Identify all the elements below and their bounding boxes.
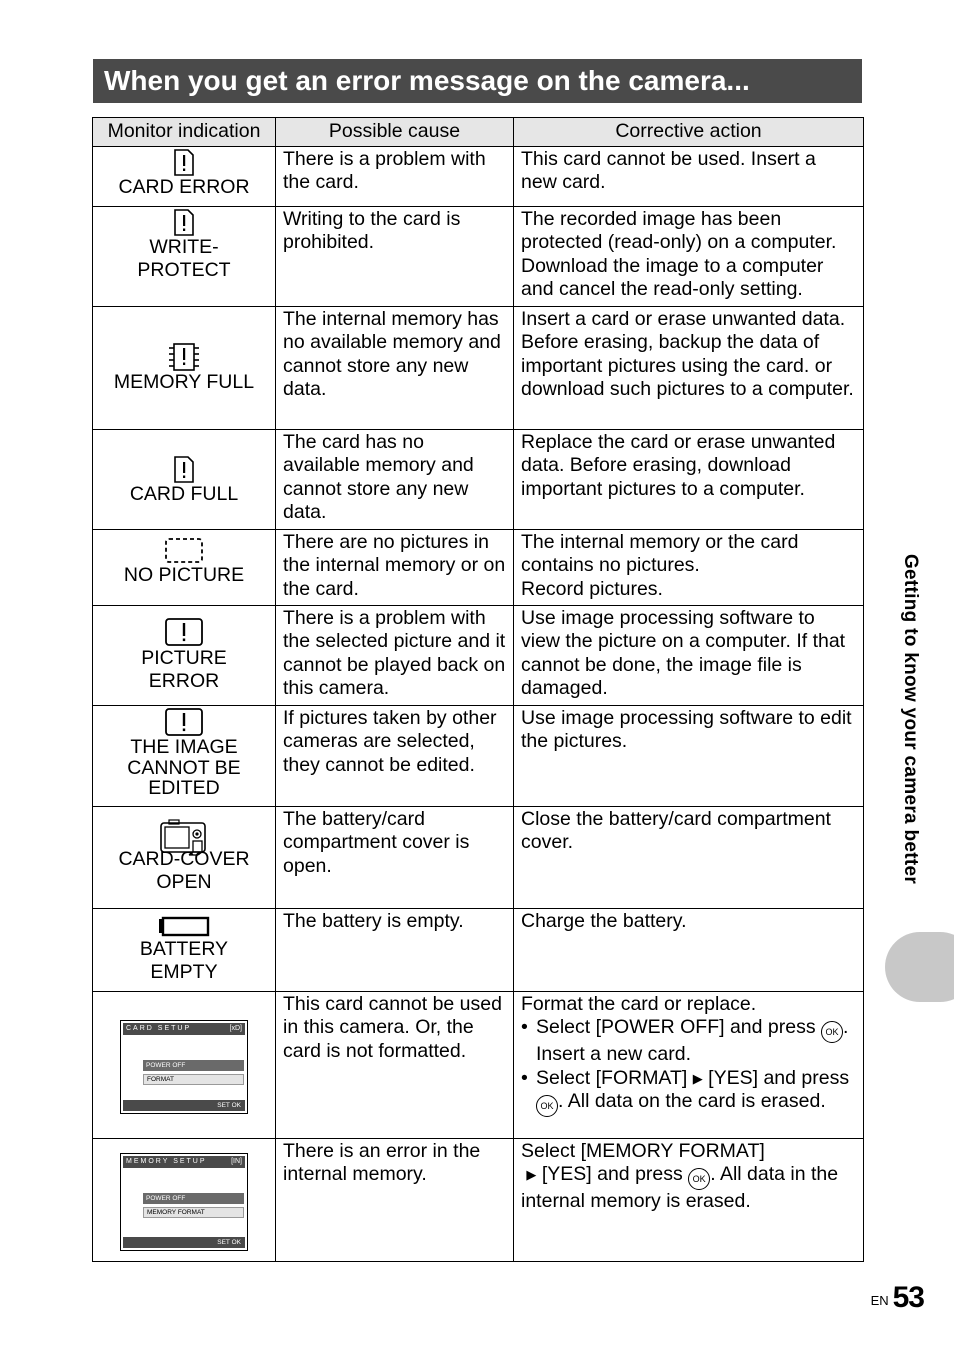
possible-cause: There is an error in the internal memory.: [276, 1139, 514, 1262]
possible-cause: The card has no available memory and cannot store any new data.: [276, 430, 514, 530]
action-bullet: [521, 1067, 856, 1117]
action-text-part: Select [MEMORY FORMAT]: [521, 1140, 765, 1162]
card-exclaim-icon: [173, 456, 195, 483]
media-tag-text: xD: [231, 1024, 241, 1032]
card-exclaim-icon: [173, 209, 195, 236]
possible-cause: If pictures taken by other cameras are selected, they cannot be edited.: [276, 706, 514, 807]
menu-option-selected: POWER OFF: [143, 1060, 244, 1071]
screen-title: MEMORY SETUP: [126, 1157, 207, 1165]
possible-cause: There is a problem with the card.: [276, 147, 514, 207]
monitor-indication: [93, 207, 276, 307]
monitor-label: PICTURE: [141, 647, 227, 669]
corrective-action: [514, 992, 864, 1139]
table-row: [93, 430, 864, 530]
possible-cause: There are no pictures in the internal memory or on the card.: [276, 530, 514, 606]
monitor-label: CARD ERROR: [118, 176, 250, 198]
section-side-label-text: Getting to know your camera better: [900, 553, 921, 885]
table-row: [93, 706, 864, 807]
bullet-text: [536, 1067, 856, 1117]
column-header: Possible cause: [276, 118, 514, 147]
table-row: [93, 207, 864, 307]
possible-cause: Writing to the card is prohibited.: [276, 207, 514, 307]
ok-button-icon: OK: [821, 1021, 843, 1043]
table-row: [93, 606, 864, 706]
media-tag: [IN]: [231, 1157, 242, 1165]
menu-option-selected: POWER OFF: [143, 1193, 244, 1204]
picture-exclaim-icon: [164, 707, 204, 737]
page-number: 53: [892, 1281, 924, 1314]
monitor-label: EDITED: [148, 777, 220, 799]
right-arrow-icon: ▶: [526, 1167, 537, 1183]
language-code: EN: [870, 1293, 889, 1308]
action-bullet: [521, 1016, 856, 1066]
possible-cause: This card cannot be used in this camera. Or, the card is not formatted.: [276, 992, 514, 1139]
right-arrow-icon: ▶: [692, 1070, 703, 1086]
monitor-label: WRITE-PROTECT: [137, 236, 231, 281]
memory-setup-screen: [120, 1153, 248, 1251]
action-text-part: . All data in the internal memory is erased.: [521, 1163, 839, 1213]
corrective-action: Charge the battery.: [514, 909, 864, 992]
corrective-action: Use image processing software to view the picture on a computer. If that cannot be done, the image file is damaged.: [514, 606, 864, 706]
ok-button-icon: OK: [688, 1168, 710, 1190]
table-row: [93, 992, 864, 1139]
corrective-action: Close the battery/card compartment cover.: [514, 807, 864, 909]
action-line: Record pictures.: [521, 577, 663, 600]
monitor-indication: [93, 307, 276, 430]
screen-header: [123, 1156, 245, 1168]
battery-empty-icon: [158, 916, 210, 938]
monitor-indication: [93, 530, 276, 606]
bullet-mark: •: [521, 1066, 528, 1089]
action-text-part: [YES] and press: [541, 1163, 683, 1186]
monitor-label: EMPTY: [150, 961, 218, 983]
monitor-indication: [93, 807, 276, 909]
monitor-label: MEMORY FULL: [113, 371, 255, 393]
table-row: [93, 307, 864, 430]
monitor-label: ERROR: [148, 670, 220, 692]
error-message-table: [92, 117, 864, 1262]
table-row: [93, 530, 864, 606]
table-row: [93, 147, 864, 207]
monitor-label: BATTERY: [139, 938, 229, 960]
monitor-indication: [93, 147, 276, 207]
possible-cause: There is a problem with the selected picture and it cannot be played back on this camera.: [276, 606, 514, 706]
monitor-indication: [93, 1139, 276, 1262]
title-bar: [93, 59, 862, 103]
monitor-label: CARD FULL: [129, 482, 239, 505]
monitor-indication: [93, 706, 276, 807]
corrective-action: Insert a card or erase unwanted data. Before erasing, backup the data of important pictures using the card. or download such pictures to a computer.: [514, 307, 864, 430]
bullet-text-part: Select [FORMAT]: [536, 1066, 688, 1089]
bullet-mark: •: [521, 1016, 528, 1039]
possible-cause: The battery is empty.: [276, 909, 514, 992]
corrective-action: The recorded image has been protected (read-only) on a computer. Download the image to a computer and cancel the read-only setting.: [514, 207, 864, 307]
menu-option: MEMORY FORMAT: [143, 1207, 244, 1218]
monitor-indication: [93, 992, 276, 1139]
table-row: [93, 807, 864, 909]
screen-footer: SET OK: [123, 1100, 245, 1111]
media-tag: [xD]: [229, 1024, 242, 1032]
possible-cause: The internal memory has no available memory and cannot store any new data.: [276, 307, 514, 430]
screen-title: CARD SETUP: [126, 1024, 192, 1032]
media-tag-text: IN: [233, 1157, 241, 1165]
dashed-frame-icon: [164, 537, 204, 564]
picture-exclaim-icon: [164, 617, 204, 647]
monitor-label: NO PICTURE: [123, 564, 245, 586]
bullet-text: [536, 1016, 856, 1066]
column-header: Corrective action: [514, 118, 864, 147]
column-header: Monitor indication: [93, 118, 276, 147]
section-thumb-tab: [885, 932, 954, 1002]
ok-button-icon: OK: [536, 1095, 558, 1117]
screen-footer: SET OK: [123, 1237, 245, 1248]
page-footer: [871, 1281, 924, 1315]
corrective-action: [514, 530, 864, 606]
action-intro: Format the card or replace.: [521, 993, 757, 1015]
monitor-indication: [93, 909, 276, 992]
action-line: The internal memory or the card contains no pictures.: [521, 531, 799, 577]
card-setup-screen: [120, 1020, 248, 1114]
memory-exclaim-icon: [168, 343, 200, 371]
monitor-indication: [93, 430, 276, 530]
bullet-text-part: . Insert a new card.: [536, 1016, 849, 1066]
monitor-label: CARD-COVER: [118, 848, 250, 870]
monitor-label: THE IMAGE: [130, 736, 238, 758]
table-row: [93, 1139, 864, 1262]
table-header-row: [93, 118, 864, 147]
card-exclaim-icon: [173, 149, 195, 176]
bullet-text-part: . All data on the card is erased.: [558, 1089, 826, 1112]
corrective-action: Use image processing software to edit the pictures.: [514, 706, 864, 807]
screen-header: [123, 1023, 245, 1035]
possible-cause: The battery/card compartment cover is open.: [276, 807, 514, 909]
bullet-text-part: Select [POWER OFF] and press: [536, 1016, 816, 1039]
corrective-action: [514, 1139, 864, 1262]
corrective-action: Replace the card or erase unwanted data. Before erasing, download important pictures to a computer.: [514, 430, 864, 530]
corrective-action: This card cannot be used. Insert a new card.: [514, 147, 864, 207]
bullet-text-part: [YES] and press: [708, 1066, 850, 1089]
menu-option: FORMAT: [143, 1074, 244, 1085]
monitor-label: OPEN: [156, 871, 212, 893]
monitor-label: CANNOT BE: [127, 756, 241, 779]
page-title: When you get an error message on the camera...: [104, 65, 750, 96]
monitor-indication: [93, 606, 276, 706]
table-row: [93, 909, 864, 992]
